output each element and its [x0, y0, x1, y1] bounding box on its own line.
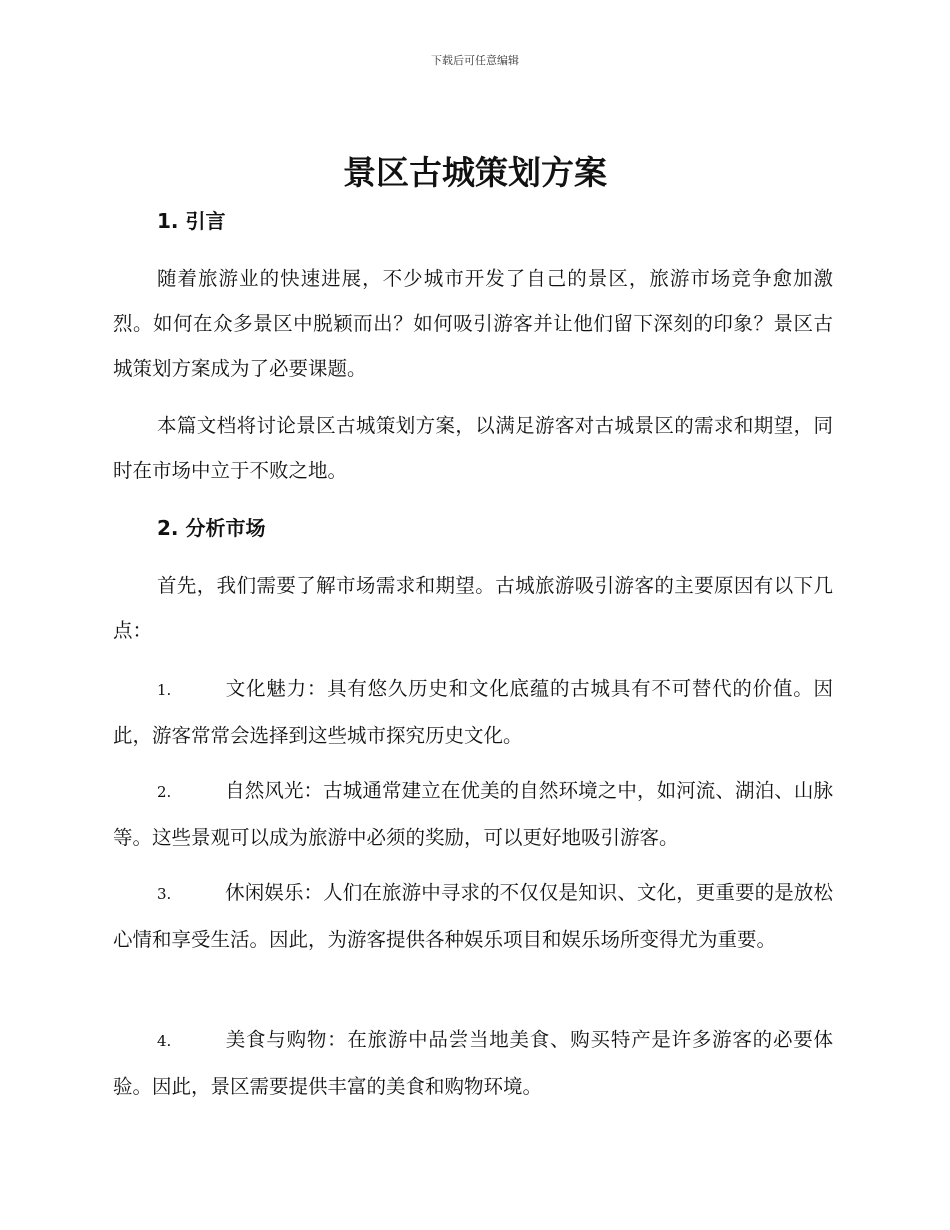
intro-paragraph-2: 本篇文档将讨论景区古城策划方案，以满足游客对古城景区的需求和期望，同时在市场中立于不败之地。 [113, 414, 833, 482]
list-text: 自然风光：古城通常建立在优美的自然环境之中，如河流、湖泊、山脉等。这些景观可以成为旅游中必须的奖励，可以更好地吸引游客。 [113, 779, 833, 849]
list-item [113, 666, 833, 758]
list-text: 休闲娱乐：人们在旅游中寻求的不仅仅是知识、文化，更重要的是放松心情和享受生活。因此，为游客提供各种娱乐项目和娱乐场所变得尤为重要。 [113, 881, 833, 951]
list-number: 2. [157, 783, 172, 801]
list-item [113, 768, 833, 860]
list-number: 4. [157, 1032, 172, 1050]
document-title: 景区古城策划方案 [343, 153, 607, 192]
list-item [113, 870, 833, 962]
section-heading-intro: 1. 引言 [157, 209, 226, 233]
list-number: 1. [157, 681, 172, 699]
list-text: 文化魅力：具有悠久历史和文化底蕴的古城具有不可替代的价值。因此，游客常常会选择到这些城市探究历史文化。 [113, 677, 833, 747]
header-note: 下载后可任意编辑 [431, 54, 519, 67]
list-number: 3. [157, 885, 172, 903]
intro-paragraph-1: 随着旅游业的快速进展，不少城市开发了自己的景区，旅游市场竞争愈加激烈。如何在众多景区中脱颖而出？如何吸引游客并让他们留下深刻的印象？景区古城策划方案成为了必要课题。 [113, 267, 833, 380]
list-text: 美食与购物：在旅游中品尝当地美食、购买特产是许多游客的必要体验。因此，景区需要提供丰富的美食和购物环境。 [113, 1028, 833, 1098]
list-item [113, 1017, 833, 1109]
market-paragraph-1: 首先，我们需要了解市场需求和期望。古城旅游吸引游客的主要原因有以下几点： [113, 574, 833, 642]
section-heading-market: 2. 分析市场 [157, 516, 266, 540]
